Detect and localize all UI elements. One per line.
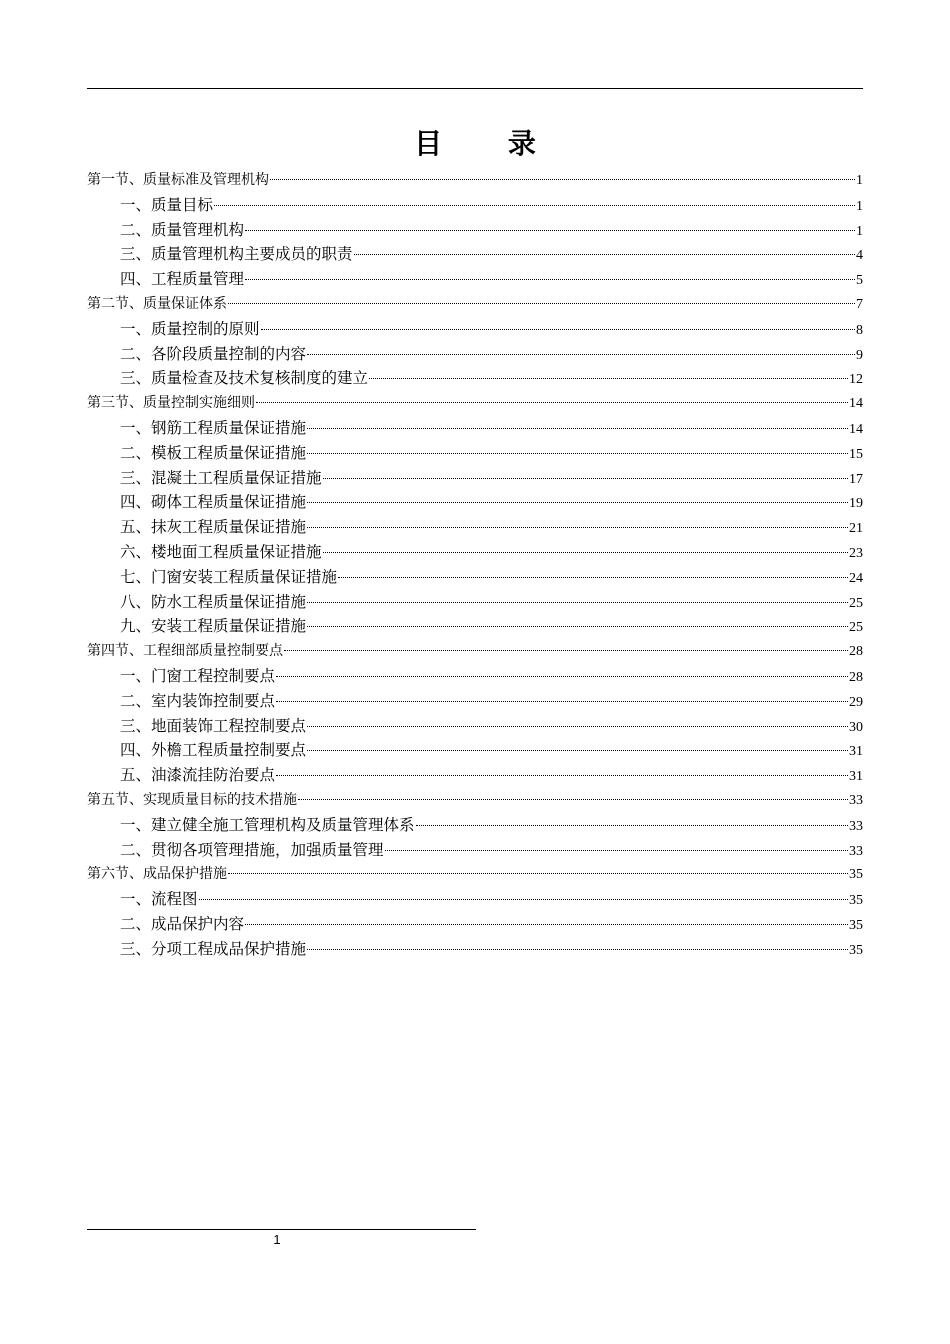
toc-entry-page: 12 xyxy=(849,372,863,388)
toc-subsection-entry[interactable] xyxy=(87,441,863,466)
toc-entry-label: 二、各阶段质量控制的内容 xyxy=(120,344,307,363)
toc-entry-page: 28 xyxy=(849,644,863,660)
toc-entry-label: 七、门窗安装工程质量保证措施 xyxy=(120,567,338,586)
dot-leader xyxy=(261,329,855,330)
toc-entry-label: 二、室内装饰控制要点 xyxy=(120,691,276,710)
toc-entry-label: 第四节、工程细部质量控制要点 xyxy=(87,643,283,660)
page-number: 1 xyxy=(273,1232,281,1247)
dot-leader xyxy=(307,949,848,950)
toc-section-entry[interactable] xyxy=(87,292,863,317)
toc-entry-page: 8 xyxy=(856,322,863,338)
toc-entry-label: 二、成品保护内容 xyxy=(120,914,245,933)
toc-entry-label: 第六节、成品保护措施 xyxy=(87,866,227,883)
dot-leader xyxy=(245,924,848,925)
dot-leader xyxy=(323,552,848,553)
toc-entry-page: 28 xyxy=(849,669,863,685)
toc-entry-label: 六、楼地面工程质量保证措施 xyxy=(120,542,322,561)
dot-leader xyxy=(276,676,848,677)
dot-leader xyxy=(369,378,848,379)
toc-entry-label: 一、质量控制的原则 xyxy=(120,319,260,338)
toc-entry-label: 五、油漆流挂防治要点 xyxy=(120,766,276,785)
toc-entry-label: 三、质量管理机构主要成员的职责 xyxy=(120,245,353,264)
toc-entry-page: 31 xyxy=(849,744,863,760)
toc-entry-page: 4 xyxy=(856,248,863,264)
toc-subsection-entry[interactable] xyxy=(87,689,863,714)
toc-entry-page: 23 xyxy=(849,545,863,561)
toc-entry-label: 第五节、实现质量目标的技术措施 xyxy=(87,791,297,808)
toc-entry-label: 八、防水工程质量保证措施 xyxy=(120,592,307,611)
dot-leader xyxy=(354,254,855,255)
dot-leader xyxy=(256,402,848,403)
toc-entry-label: 三、地面装饰工程控制要点 xyxy=(120,716,307,735)
toc-entry-label: 一、质量目标 xyxy=(120,195,214,214)
toc-subsection-entry[interactable] xyxy=(87,515,863,540)
toc-entry-label: 九、安装工程质量保证措施 xyxy=(120,617,307,636)
toc-entry-label: 三、分项工程成品保护措施 xyxy=(120,939,307,958)
toc-subsection-entry[interactable] xyxy=(87,540,863,565)
toc-entry-label: 一、建立健全施工管理机构及质量管理体系 xyxy=(120,815,415,834)
dot-leader xyxy=(307,750,848,751)
dot-leader xyxy=(323,478,848,479)
toc-entry-label: 一、流程图 xyxy=(120,890,198,909)
toc-subsection-entry[interactable] xyxy=(87,416,863,441)
toc-subsection-entry[interactable] xyxy=(87,267,863,292)
toc-entry-page: 19 xyxy=(849,496,863,512)
dot-leader xyxy=(245,279,855,280)
toc-subsection-entry[interactable] xyxy=(87,490,863,515)
dot-leader xyxy=(245,230,855,231)
dot-leader xyxy=(338,577,848,578)
toc-subsection-entry[interactable] xyxy=(87,218,863,243)
dot-leader xyxy=(284,650,848,651)
toc-entry-page: 33 xyxy=(849,818,863,834)
toc-entry-page: 14 xyxy=(849,421,863,437)
dot-leader xyxy=(307,453,848,454)
toc-entry-label: 五、抹灰工程质量保证措施 xyxy=(120,518,307,537)
dot-leader xyxy=(276,775,848,776)
toc-entry-page: 35 xyxy=(849,942,863,958)
dot-leader xyxy=(276,701,848,702)
toc-subsection-entry[interactable] xyxy=(87,366,863,391)
toc-entry-page: 31 xyxy=(849,769,863,785)
dot-leader xyxy=(199,899,848,900)
toc-entry-page: 1 xyxy=(856,198,863,214)
toc-subsection-entry[interactable] xyxy=(87,912,863,937)
toc-entry-page: 15 xyxy=(849,446,863,462)
toc-entry-label: 四、外檐工程质量控制要点 xyxy=(120,741,307,760)
toc-entry-label: 四、工程质量管理 xyxy=(120,270,245,289)
dot-leader xyxy=(307,602,848,603)
toc-section-entry[interactable] xyxy=(87,168,863,193)
toc-subsection-entry[interactable] xyxy=(87,937,863,962)
page-title: 目 录 xyxy=(414,127,564,160)
toc-entry-page: 1 xyxy=(856,223,863,239)
dot-leader xyxy=(307,354,855,355)
toc-entry-label: 第一节、质量标准及管理机构 xyxy=(87,172,269,188)
toc-entry-page: 35 xyxy=(849,893,863,909)
toc-subsection-entry[interactable] xyxy=(87,813,863,838)
toc-entry-page: 33 xyxy=(849,792,863,808)
dot-leader xyxy=(228,873,848,874)
toc-entry-page: 14 xyxy=(849,396,863,412)
toc-entry-page: 9 xyxy=(856,347,863,363)
dot-leader xyxy=(307,527,848,528)
toc-section-entry[interactable] xyxy=(87,391,863,416)
toc-subsection-entry[interactable] xyxy=(87,317,863,342)
toc-subsection-entry[interactable] xyxy=(87,664,863,689)
toc-entry-page: 35 xyxy=(849,917,863,933)
footer-rule xyxy=(87,1229,476,1230)
dot-leader xyxy=(307,502,848,503)
toc-entry-page: 25 xyxy=(849,620,863,636)
dot-leader xyxy=(307,626,848,627)
toc-entry-label: 一、门窗工程控制要点 xyxy=(120,666,276,685)
toc-entry-page: 24 xyxy=(849,570,863,586)
toc-entry-page: 35 xyxy=(849,867,863,883)
toc-entry-page: 29 xyxy=(849,694,863,710)
toc-subsection-entry[interactable] xyxy=(87,242,863,267)
toc-subsection-entry[interactable] xyxy=(87,565,863,590)
toc-subsection-entry[interactable] xyxy=(87,590,863,615)
toc-section-entry[interactable] xyxy=(87,639,863,664)
dot-leader xyxy=(385,850,848,851)
toc-subsection-entry[interactable] xyxy=(87,763,863,788)
toc-entry-label: 第二节、质量保证体系 xyxy=(87,295,227,312)
toc-subsection-entry[interactable] xyxy=(87,193,863,218)
toc-entry-page: 1 xyxy=(856,173,863,188)
toc-entry-page: 33 xyxy=(849,843,863,859)
toc-entry-label: 二、质量管理机构 xyxy=(120,220,245,239)
table-of-contents xyxy=(87,168,863,962)
dot-leader xyxy=(298,799,848,800)
dot-leader xyxy=(214,205,855,206)
toc-entry-label: 二、模板工程质量保证措施 xyxy=(120,443,307,462)
toc-entry-label: 第三节、质量控制实施细则 xyxy=(87,395,255,412)
toc-subsection-entry[interactable] xyxy=(87,738,863,763)
dot-leader xyxy=(270,179,855,180)
toc-entry-page: 30 xyxy=(849,719,863,735)
toc-entry-label: 四、砌体工程质量保证措施 xyxy=(120,493,307,512)
toc-section-entry[interactable] xyxy=(87,862,863,887)
toc-subsection-entry[interactable] xyxy=(87,714,863,739)
header-rule xyxy=(87,88,863,89)
dot-leader xyxy=(228,303,855,304)
toc-subsection-entry[interactable] xyxy=(87,838,863,863)
toc-section-entry[interactable] xyxy=(87,788,863,813)
toc-subsection-entry[interactable] xyxy=(87,887,863,912)
toc-entry-label: 三、质量检查及技术复核制度的建立 xyxy=(120,369,369,388)
toc-entry-label: 三、混凝土工程质量保证措施 xyxy=(120,468,322,487)
toc-entry-page: 7 xyxy=(856,296,863,312)
toc-entry-label: 二、贯彻各项管理措施，加强质量管理 xyxy=(120,840,384,859)
toc-entry-page: 17 xyxy=(849,471,863,487)
toc-entry-page: 5 xyxy=(856,273,863,289)
dot-leader xyxy=(416,825,848,826)
toc-subsection-entry[interactable] xyxy=(87,614,863,639)
toc-entry-page: 25 xyxy=(849,595,863,611)
toc-entry-page: 21 xyxy=(849,521,863,537)
toc-subsection-entry[interactable] xyxy=(87,466,863,491)
toc-entry-label: 一、钢筋工程质量保证措施 xyxy=(120,418,307,437)
dot-leader xyxy=(307,726,848,727)
toc-subsection-entry[interactable] xyxy=(87,342,863,367)
dot-leader xyxy=(307,428,848,429)
